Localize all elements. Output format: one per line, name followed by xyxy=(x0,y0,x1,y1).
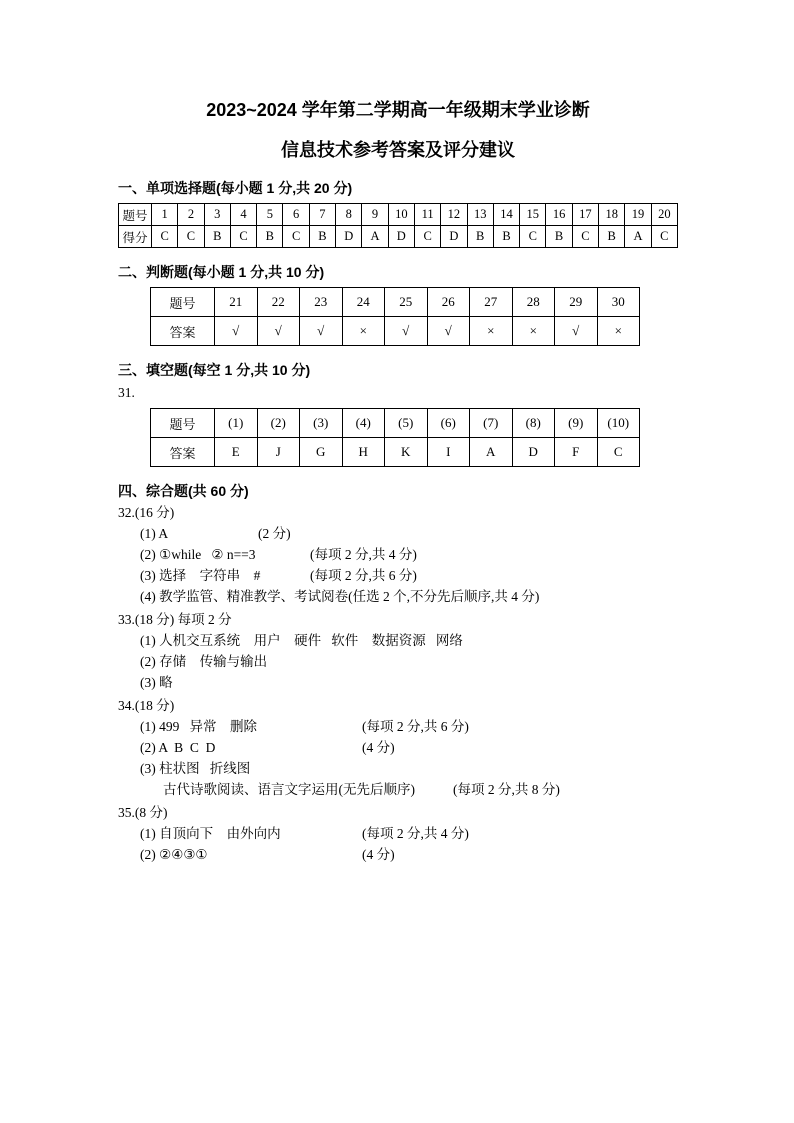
table-cell: E xyxy=(215,438,258,467)
table-cell: C xyxy=(230,226,256,248)
table-cell: 2 xyxy=(178,204,204,226)
table-cell: (9) xyxy=(555,409,598,438)
score-note: (4 分) xyxy=(362,740,395,755)
answer-text: (1) 499 异常 删除 xyxy=(140,719,257,734)
document-title: 2023~2024 学年第二学期高一年级期末学业诊断 xyxy=(206,100,590,120)
table-cell: √ xyxy=(427,317,470,346)
table-cell: 27 xyxy=(470,288,513,317)
question-34-block xyxy=(118,695,678,800)
table-cell: (5) xyxy=(385,409,428,438)
table-cell: A xyxy=(625,226,651,248)
table-cell: (6) xyxy=(427,409,470,438)
table-cell: D xyxy=(336,226,362,248)
table-cell: 26 xyxy=(427,288,470,317)
score-note: (每项 2 分,共 4 分) xyxy=(310,547,417,562)
table-cell: B xyxy=(257,226,283,248)
row-header: 题号 xyxy=(151,288,215,317)
table-cell: H xyxy=(342,438,385,467)
table-cell: (3) xyxy=(300,409,343,438)
answer-line xyxy=(118,651,678,672)
mcq-answer-table xyxy=(118,203,678,248)
table-row xyxy=(151,438,640,467)
table-cell: (2) xyxy=(257,409,300,438)
table-cell: C xyxy=(414,226,440,248)
answer-line xyxy=(118,844,678,865)
answer-text: (3) 选择 字符串 # xyxy=(140,568,261,583)
table-cell: √ xyxy=(300,317,343,346)
table-cell: C xyxy=(651,226,677,248)
document-subtitle: 信息技术参考答案及评分建议 xyxy=(281,140,515,160)
answer-line xyxy=(118,544,678,565)
question-32-block xyxy=(118,502,678,607)
table-cell: D xyxy=(512,438,555,467)
table-row xyxy=(151,317,640,346)
table-cell: B xyxy=(599,226,625,248)
question-35-heading: 35.(8 分) xyxy=(118,805,168,820)
score-note: (4 分) xyxy=(362,847,395,862)
table-cell: √ xyxy=(385,317,428,346)
table-cell: B xyxy=(493,226,519,248)
answer-line xyxy=(118,823,678,844)
table-cell: A xyxy=(470,438,513,467)
row-header: 答案 xyxy=(151,317,215,346)
table-cell: J xyxy=(257,438,300,467)
answer-line xyxy=(118,630,678,651)
table-cell: 9 xyxy=(362,204,388,226)
question-33-heading: 33.(18 分) 每项 2 分 xyxy=(118,612,232,627)
table-row xyxy=(151,409,640,438)
answer-text: (2) 存储 传输与输出 xyxy=(140,654,268,669)
answer-text: (2) ②④③① xyxy=(140,847,208,862)
answer-text: (2) A B C D xyxy=(140,740,216,755)
row-header: 得分 xyxy=(119,226,152,248)
table-cell: 11 xyxy=(414,204,440,226)
table-cell: × xyxy=(470,317,513,346)
answer-line xyxy=(118,779,678,800)
table-cell: K xyxy=(385,438,428,467)
table-row xyxy=(119,226,678,248)
table-cell: (8) xyxy=(512,409,555,438)
answer-text: (4) 教学监管、精准教学、考试阅卷(任选 2 个,不分先后顺序,共 4 分) xyxy=(140,589,540,604)
table-cell: 4 xyxy=(230,204,256,226)
table-cell: 1 xyxy=(152,204,178,226)
table-cell: I xyxy=(427,438,470,467)
table-cell: 17 xyxy=(572,204,598,226)
table-cell: C xyxy=(520,226,546,248)
table-cell: C xyxy=(597,438,640,467)
table-cell: (7) xyxy=(470,409,513,438)
table-cell: 28 xyxy=(512,288,555,317)
table-cell: 10 xyxy=(388,204,414,226)
table-cell: B xyxy=(309,226,335,248)
judgment-answer-table xyxy=(150,287,640,346)
answer-line xyxy=(118,672,678,693)
answer-text: 古代诗歌阅读、语言文字运用(无先后顺序) xyxy=(163,782,415,797)
section-3-heading: 三、填空题(每空 1 分,共 10 分) xyxy=(118,362,311,378)
table-cell: 8 xyxy=(336,204,362,226)
table-cell: 7 xyxy=(309,204,335,226)
answer-text: (1) 自顶向下 由外向内 xyxy=(140,826,281,841)
row-header: 答案 xyxy=(151,438,215,467)
answer-line xyxy=(118,737,678,758)
table-cell: 19 xyxy=(625,204,651,226)
table-cell: G xyxy=(300,438,343,467)
section-1-heading: 一、单项选择题(每小题 1 分,共 20 分) xyxy=(118,180,353,196)
table-cell: 29 xyxy=(555,288,598,317)
table-cell: 13 xyxy=(467,204,493,226)
answer-line xyxy=(118,565,678,586)
answer-text: (3) 略 xyxy=(140,675,173,690)
table-cell: C xyxy=(152,226,178,248)
table-cell: D xyxy=(441,226,467,248)
table-cell: A xyxy=(362,226,388,248)
row-header: 题号 xyxy=(151,409,215,438)
table-cell: 20 xyxy=(651,204,677,226)
table-cell: 24 xyxy=(342,288,385,317)
answer-line xyxy=(118,716,678,737)
question-33-block xyxy=(118,609,678,693)
score-note: (每项 2 分,共 6 分) xyxy=(362,719,469,734)
section-4-heading: 四、综合题(共 60 分) xyxy=(118,483,249,499)
question-34-heading: 34.(18 分) xyxy=(118,698,175,713)
question-32-heading: 32.(16 分) xyxy=(118,505,175,520)
table-cell: (1) xyxy=(215,409,258,438)
question-35-block xyxy=(118,802,678,865)
table-cell: 15 xyxy=(520,204,546,226)
table-cell: 3 xyxy=(204,204,230,226)
score-note: (每项 2 分,共 6 分) xyxy=(310,568,417,583)
answer-text: (2) ①while ② n==3 xyxy=(140,547,256,562)
table-cell: 18 xyxy=(599,204,625,226)
table-cell: (10) xyxy=(597,409,640,438)
table-cell: 25 xyxy=(385,288,428,317)
table-cell: D xyxy=(388,226,414,248)
table-cell: 21 xyxy=(215,288,258,317)
table-cell: 14 xyxy=(493,204,519,226)
table-cell: C xyxy=(283,226,309,248)
table-cell: 6 xyxy=(283,204,309,226)
table-row xyxy=(119,204,678,226)
table-cell: 22 xyxy=(257,288,300,317)
table-cell: × xyxy=(597,317,640,346)
answer-line xyxy=(118,523,678,544)
answer-text: (3) 柱状图 折线图 xyxy=(140,761,251,776)
table-cell: (4) xyxy=(342,409,385,438)
score-note: (每项 2 分,共 4 分) xyxy=(362,826,469,841)
table-cell: √ xyxy=(215,317,258,346)
answer-text: (1) 人机交互系统 用户 硬件 软件 数据资源 网络 xyxy=(140,633,463,648)
table-cell: √ xyxy=(555,317,598,346)
table-cell: × xyxy=(342,317,385,346)
score-note: (2 分) xyxy=(258,526,291,541)
row-header: 题号 xyxy=(119,204,152,226)
answer-text: (1) A xyxy=(140,526,169,541)
table-cell: F xyxy=(555,438,598,467)
table-cell: 12 xyxy=(441,204,467,226)
table-cell: C xyxy=(178,226,204,248)
table-cell: 30 xyxy=(597,288,640,317)
table-cell: × xyxy=(512,317,555,346)
table-cell: √ xyxy=(257,317,300,346)
section-2-heading: 二、判断题(每小题 1 分,共 10 分) xyxy=(118,264,325,280)
table-cell: 16 xyxy=(546,204,572,226)
fill-blank-answer-table xyxy=(150,408,640,467)
table-cell: B xyxy=(204,226,230,248)
answer-line xyxy=(118,586,678,607)
score-note: (每项 2 分,共 8 分) xyxy=(453,782,560,797)
table-cell: B xyxy=(546,226,572,248)
question-31-number: 31. xyxy=(118,385,135,400)
table-cell: B xyxy=(467,226,493,248)
table-cell: C xyxy=(572,226,598,248)
table-cell: 5 xyxy=(257,204,283,226)
answer-line xyxy=(118,758,678,779)
table-row xyxy=(151,288,640,317)
table-cell: 23 xyxy=(300,288,343,317)
